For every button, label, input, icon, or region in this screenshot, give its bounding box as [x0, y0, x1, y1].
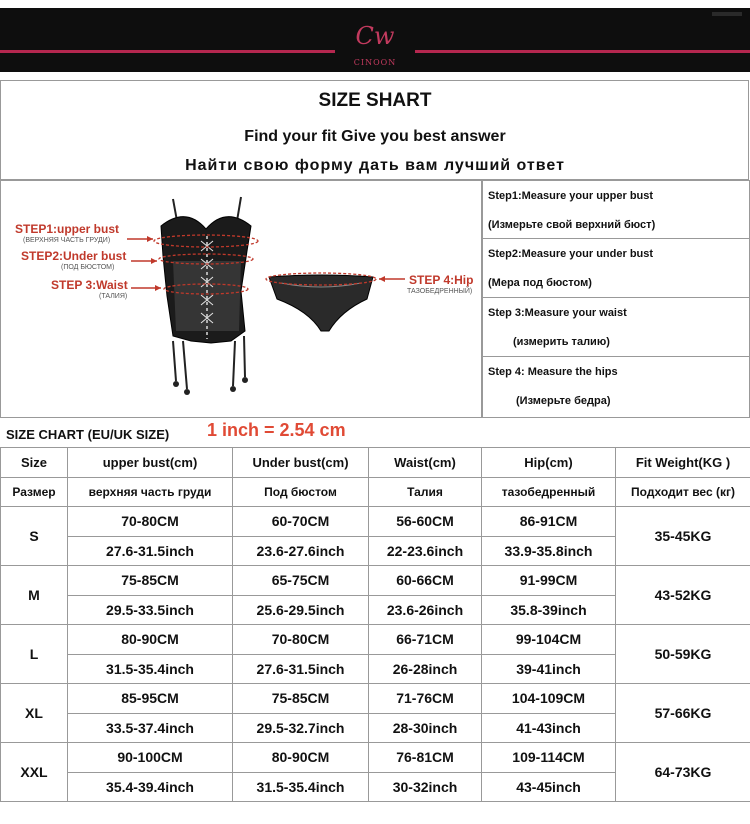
table-cell: 71-76CM	[369, 684, 482, 714]
table-cell: 75-85CM	[68, 566, 233, 596]
table-cell: 80-90CM	[68, 625, 233, 655]
table-cell: 76-81CM	[369, 743, 482, 773]
table-cell: 27.6-31.5inch	[68, 536, 233, 566]
label-hip-ru: ТАЗОБЕДРЕННЫЙ)	[407, 288, 473, 295]
table-cell: 43-45inch	[482, 772, 616, 802]
weight-cell: 57-66KG	[616, 684, 750, 743]
label-hip: STEP 4:Hip	[409, 273, 474, 287]
measurement-illustration	[0, 180, 482, 418]
table-cell: 80-90CM	[233, 743, 369, 773]
table-cell: 35.4-39.4inch	[68, 772, 233, 802]
table-header-row-ru	[1, 477, 750, 507]
header-cell-ru: тазобедренный	[482, 477, 616, 507]
label-upper-bust-ru: (ВЕРХНЯЯ ЧАСТЬ ГРУДИ)	[23, 237, 111, 244]
banner-stripe-right	[415, 50, 750, 53]
header-cell-ru: верхняя часть груди	[68, 477, 233, 507]
table-cell: 65-75CM	[233, 566, 369, 596]
table-cell: 99-104CM	[482, 625, 616, 655]
header-cell: upper bust(cm)	[68, 448, 233, 478]
table-cell: 86-91CM	[482, 507, 616, 537]
table-cell: 75-85CM	[233, 684, 369, 714]
page-title: SIZE SHART	[318, 90, 432, 111]
table-cell: 91-99CM	[482, 566, 616, 596]
inch-conversion-note: 1 inch = 2.54 cm	[207, 420, 346, 440]
weight-cell: 50-59KG	[616, 625, 750, 684]
step-text: Step 3:Measure your waist	[488, 307, 627, 319]
page-subtitle-ru: Найти свою форму дать вам лучший ответ	[185, 157, 565, 174]
header-cell-ru: Под бюстом	[233, 477, 369, 507]
step-row	[482, 239, 750, 298]
table-row	[1, 507, 750, 537]
size-cell: S	[1, 507, 68, 566]
table-cell: 90-100CM	[68, 743, 233, 773]
weight-cell: 35-45KG	[616, 507, 750, 566]
step-text-ru: (измерить талию)	[513, 336, 610, 348]
step-row	[482, 298, 750, 357]
step-text-ru: (Мера под бюстом)	[488, 277, 592, 289]
header-cell-ru: Талия	[369, 477, 482, 507]
lingerie-illustration	[1, 181, 483, 419]
size-table	[0, 447, 750, 802]
table-cell: 28-30inch	[369, 713, 482, 743]
size-cell: XL	[1, 684, 68, 743]
table-cell: 30-32inch	[369, 772, 482, 802]
table-cell: 26-28inch	[369, 654, 482, 684]
banner-stripe-left	[0, 50, 335, 53]
step-text: Step1:Measure your upper bust	[488, 190, 654, 202]
table-row	[1, 625, 750, 655]
measure-steps	[482, 180, 750, 418]
table-row	[1, 566, 750, 596]
table-row	[1, 743, 750, 773]
table-cell: 41-43inch	[482, 713, 616, 743]
table-cell: 23.6-27.6inch	[233, 536, 369, 566]
size-chart-title: SIZE CHART (EU/UK SIZE)	[6, 427, 170, 442]
step-text: Step2:Measure your under bust	[488, 248, 654, 260]
table-cell: 66-71CM	[369, 625, 482, 655]
table-header-row	[1, 448, 750, 478]
size-cell: M	[1, 566, 68, 625]
header-cell: Under bust(cm)	[233, 448, 369, 478]
table-cell: 109-114CM	[482, 743, 616, 773]
table-cell: 23.6-26inch	[369, 595, 482, 625]
table-cell: 70-80CM	[233, 625, 369, 655]
header-cell: Hip(cm)	[482, 448, 616, 478]
label-waist: STEP 3:Waist	[51, 278, 128, 292]
header-cell-ru: Подходит вес (кг)	[616, 477, 750, 507]
label-under-bust: STEP2:Under bust	[21, 249, 127, 263]
table-cell: 56-60CM	[369, 507, 482, 537]
table-cell: 70-80CM	[68, 507, 233, 537]
label-waist-ru: (ТАЛИЯ)	[99, 293, 128, 300]
label-upper-bust: STEP1:upper bust	[15, 222, 120, 236]
brand-name: CINOON	[353, 58, 397, 67]
table-cell: 104-109CM	[482, 684, 616, 714]
banner-bar	[0, 8, 750, 72]
size-cell: XXL	[1, 743, 68, 802]
brand-logo-mark: Cw	[355, 22, 395, 50]
header-cell: Fit Weight(KG )	[616, 448, 750, 478]
step-text-ru: (Измерьте свой верхний бюст)	[488, 219, 656, 231]
step-text: Step 4: Measure the hips	[488, 366, 618, 378]
table-row	[1, 684, 750, 714]
label-under-bust-ru: (ПОД БЮСТОМ)	[61, 264, 115, 271]
step-text-ru: (Измерьте бедра)	[516, 395, 611, 407]
brand-banner	[0, 0, 750, 75]
table-cell: 29.5-33.5inch	[68, 595, 233, 625]
table-cell: 60-66CM	[369, 566, 482, 596]
weight-cell: 64-73KG	[616, 743, 750, 802]
table-cell: 31.5-35.4inch	[233, 772, 369, 802]
table-cell: 29.5-32.7inch	[233, 713, 369, 743]
step-row	[482, 357, 750, 418]
table-cell: 60-70CM	[233, 507, 369, 537]
weight-cell: 43-52KG	[616, 566, 750, 625]
page-subtitle: Find your fit Give you best answer	[244, 128, 506, 145]
size-cell: L	[1, 625, 68, 684]
table-cell: 22-23.6inch	[369, 536, 482, 566]
step-row	[482, 180, 750, 239]
table-cell: 31.5-35.4inch	[68, 654, 233, 684]
header-cell: Waist(cm)	[369, 448, 482, 478]
table-cell: 85-95CM	[68, 684, 233, 714]
header-cell-ru: Размер	[1, 477, 68, 507]
corset-icon	[161, 197, 251, 395]
table-cell: 33.5-37.4inch	[68, 713, 233, 743]
table-cell: 33.9-35.8inch	[482, 536, 616, 566]
table-cell: 27.6-31.5inch	[233, 654, 369, 684]
table-cell: 25.6-29.5inch	[233, 595, 369, 625]
table-cell: 35.8-39inch	[482, 595, 616, 625]
banner-corner	[702, 0, 746, 8]
header-cell: Size	[1, 448, 68, 478]
table-cell: 39-41inch	[482, 654, 616, 684]
banner-corner-mark	[712, 12, 742, 16]
